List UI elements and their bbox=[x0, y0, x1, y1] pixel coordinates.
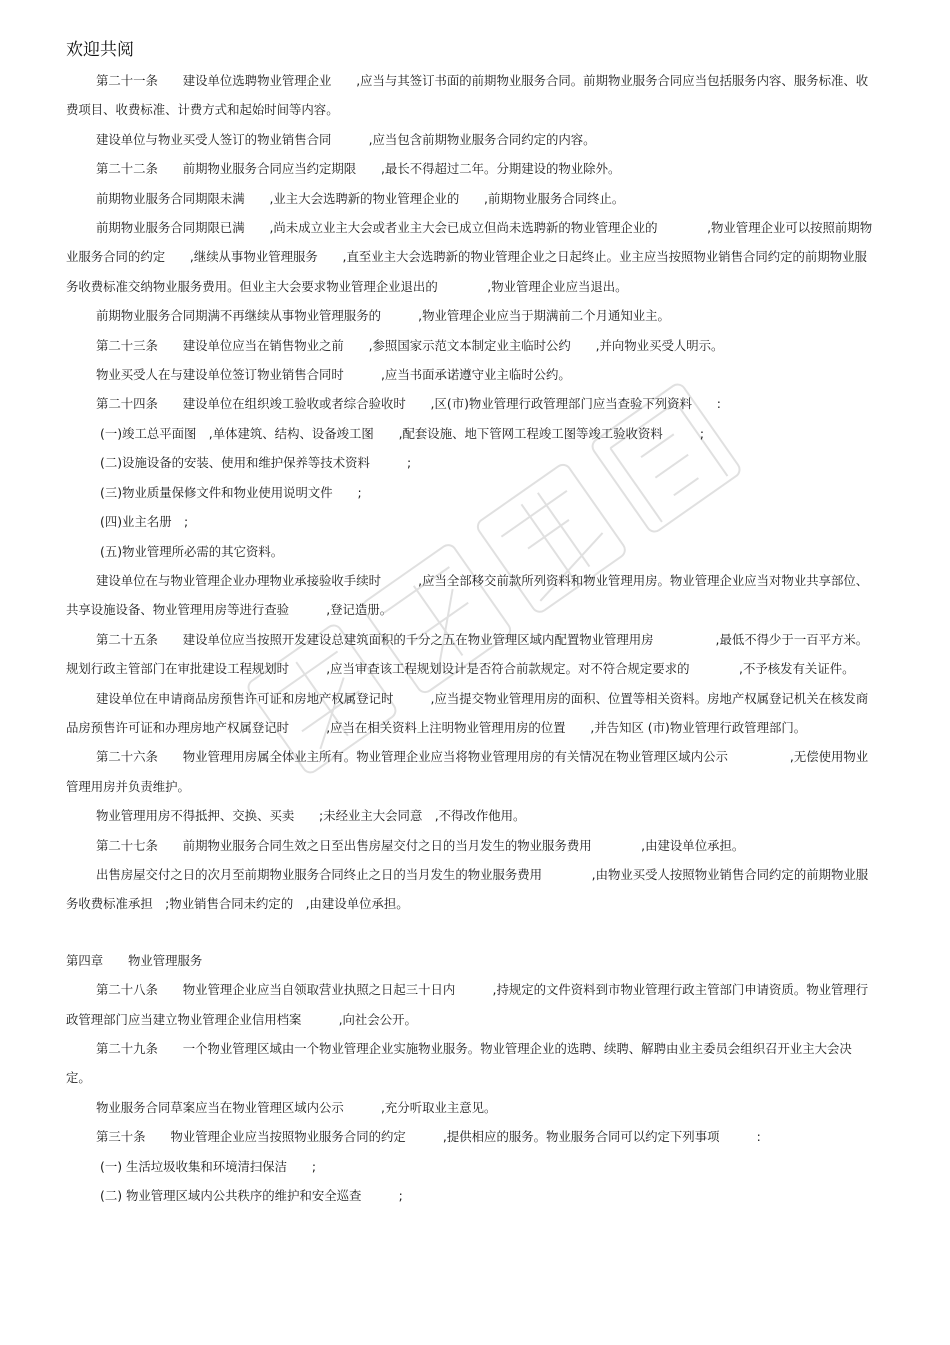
article-24: 第二十四条 建设单位在组织竣工验收或者综合验收时 ,区(市)物业管理行政管理部门应当查验下列资料 : bbox=[96, 396, 721, 412]
article-29: 第二十九条 一个物业管理区域由一个物业管理企业实施物业服务。物业管理企业的选聘、续聘、解聘由业主委员会组织召开业主大会决定。 bbox=[66, 1041, 852, 1086]
paragraph: 建设单位在申请商品房预售许可证和房地产权属登记时 ,应当提交物业管理用房的面积、位置等相关资料。房地产权属登记机关在核发商品房预售许可证和办理房地产权属登记时 ,应当在相关资料上注明物业管理用房的位置 ,并告知区 (市)物业管理行政管理部门。 bbox=[66, 690, 869, 735]
paragraph: 前期物业服务合同期限已满 ,尚未成立业主大会或者业主大会已成立但尚未选聘新的物业管理企业的 ,物业管理企业可以按照前期物业服务合同的约定 ,继续从事物业管理服务 ,直至业主大会选聘新的物业管理企业之日起终止。业主应当按照物业销售合同约定的前期物业服务收费标准交纳物业服务费用。但业主大会要求物业管理企业退出的 ,物业管理企业应当退出。 bbox=[66, 220, 873, 294]
paragraph: 前期物业服务合同期满不再继续从事物业管理服务的 ,物业管理企业应当于期满前二个月通知业主。 bbox=[96, 308, 670, 324]
article-25: 第二十五条 建设单位应当按照开发建设总建筑面积的千分之五在物业管理区域内配置物业管理用房 ,最低不得少于一百平方米。规划行政主管部门在审批建设工程规划时 ,应当审查该工程规划设计是否符合前款规定。对不符合规定要求的 ,不予核发有关证件。 bbox=[66, 631, 869, 677]
list-item: (三)物业质量保修文件和物业使用说明文件 ; bbox=[100, 484, 362, 500]
paragraph: 出售房屋交付之日的次月至前期物业服务合同终止之日的当月发生的物业服务费用 ,由物业买受人按照物业销售合同约定的前期物业服务收费标准承担 ;物业销售合同未约定的 ,由建设单位承担。 bbox=[66, 866, 869, 912]
paragraph: 前期物业服务合同期限未满 ,业主大会选聘新的物业管理企业的 ,前期物业服务合同终止。 bbox=[96, 190, 625, 206]
document-body bbox=[66, 66, 876, 1210]
article-27: 第二十七条 前期物业服务合同生效之日至出售房屋交付之日的当月发生的物业服务费用 ,由建设单位承担。 bbox=[96, 837, 745, 853]
article-22: 第二十二条 前期物业服务合同应当约定期限 ,最长不得超过二年。分期建设的物业除外。 bbox=[96, 161, 621, 177]
paragraph: 建设单位与物业买受人签订的物业销售合同 ,应当包含前期物业服务合同约定的内容。 bbox=[96, 131, 596, 147]
chapter-heading: 第四章 物业管理服务 bbox=[66, 952, 203, 968]
article-21: 第二十一条 建设单位选聘物业管理企业 ,应当与其签订书面的前期物业服务合同。前期物业服务合同应当包括服务内容、服务标准、收费项目、收费标准、计费方式和起始时间等内容。 bbox=[66, 73, 869, 118]
list-item: (二)设施设备的安装、使用和维护保养等技术资料 ; bbox=[100, 455, 412, 471]
article-23: 第二十三条 建设单位应当在销售物业之前 ,参照国家示范文本制定业主临时公约 ,并向物业买受人明示。 bbox=[96, 337, 724, 353]
paragraph: 建设单位在与物业管理企业办理物业承接验收手续时 ,应当全部移交前款所列资料和物业管理用房。物业管理企业应当对物业共享部位、共享设施设备、物业管理用房等进行查验 ,登记造册。 bbox=[66, 572, 869, 618]
article-30: 第三十条 物业管理企业应当按照物业服务合同的约定 ,提供相应的服务。物业服务合同可以约定下列事项 : bbox=[96, 1129, 761, 1145]
list-item: (二) 物业管理区域内公共秩序的维护和安全巡查 ; bbox=[100, 1188, 403, 1204]
paragraph: 物业服务合同草案应当在物业管理区域内公示 ,充分听取业主意见。 bbox=[96, 1099, 497, 1115]
paragraph: 物业买受人在与建设单位签订物业销售合同时 ,应当书面承诺遵守业主临时公约。 bbox=[96, 367, 571, 383]
article-28: 第二十八条 物业管理企业应当自领取营业执照之日起三十日内 ,持规定的文件资料到市物业管理行政主管部门申请资质。物业管理行政管理部门应当建立物业管理企业信用档案 ,向社会公开。 bbox=[66, 982, 869, 1027]
article-26: 第二十六条 物业管理用房属全体业主所有。物业管理企业应当将物业管理用房的有关情况在物业管理区域内公示 ,无偿使用物业管理用房并负责维护。 bbox=[66, 749, 869, 794]
list-item: (一) 生活垃圾收集和环境清扫保洁 ; bbox=[100, 1158, 317, 1174]
list-item: (一)竣工总平面图 ,单体建筑、结构、设备竣工图 ,配套设施、地下管网工程竣工图等竣工验收资料 ; bbox=[100, 425, 705, 441]
page-header-title: 欢迎共阅 bbox=[66, 40, 134, 60]
list-item: (五)物业管理所必需的其它资料。 bbox=[100, 543, 284, 559]
list-item: (四)业主名册 ; bbox=[100, 514, 189, 530]
paragraph: 物业管理用房不得抵押、交换、买卖 ;未经业主大会同意 ,不得改作他用。 bbox=[96, 808, 526, 824]
